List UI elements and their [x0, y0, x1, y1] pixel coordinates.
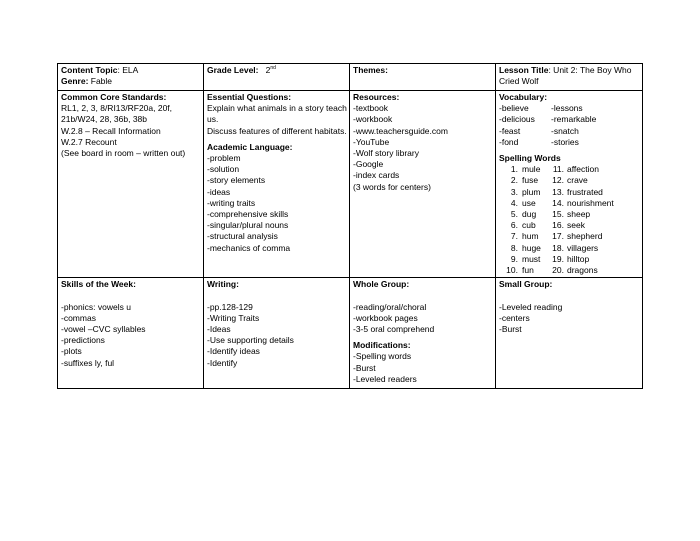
writing-item: -Identify ideas: [207, 346, 260, 357]
small-group-heading: Small Group:: [499, 279, 553, 290]
vocabulary-word: -remarkable: [551, 114, 597, 125]
skills-heading: Skills of the Week:: [61, 279, 136, 290]
header-row: [58, 64, 643, 91]
spelling-number: 11.: [552, 164, 564, 175]
vocabulary-row: [499, 103, 639, 114]
spelling-word: dragons: [567, 265, 598, 276]
spelling-word: crave: [567, 175, 588, 186]
modification-item: -Leveled readers: [353, 373, 417, 384]
essential-question-line: Explain what animals in a story teach: [207, 103, 347, 114]
spelling-word: huge: [522, 242, 541, 253]
academic-language-heading: Academic Language:: [207, 141, 293, 152]
standards-line: RL1, 2, 3, 8/RI13/RF20a, 20f,: [61, 103, 173, 114]
content-topic-label: Content Topic: [61, 65, 118, 75]
genre-label: Genre:: [61, 76, 89, 87]
spelling-number: 1.: [510, 164, 518, 175]
standards-cell: [58, 91, 204, 278]
spelling-word: hum: [522, 231, 539, 242]
standards-line: (See board in room – written out): [61, 148, 186, 159]
academic-language-item: -writing traits: [207, 197, 256, 208]
spelling-number: 10.: [506, 265, 518, 276]
spelling-word: cub: [522, 220, 536, 231]
spelling-word: mule: [522, 164, 541, 175]
spelling-word: fun: [522, 265, 534, 276]
vocabulary-heading: Vocabulary:: [499, 92, 548, 102]
skill-item: -plots: [61, 346, 82, 357]
writing-item: -Writing Traits: [207, 312, 260, 323]
lesson-title-label: Lesson Title: [499, 65, 549, 75]
main-row: [58, 91, 643, 278]
spelling-number: 15.: [552, 209, 564, 220]
essential-question-line: Discuss features of different habitats.: [207, 125, 347, 136]
vocabulary-list: [499, 103, 639, 148]
spelling-number: 5.: [510, 209, 518, 220]
spelling-word: villagers: [567, 242, 599, 253]
lesson-title-value-line-2: Cried Wolf: [499, 76, 539, 87]
spelling-number: 2.: [510, 175, 518, 186]
academic-language-item: -comprehensive skills: [207, 209, 289, 220]
themes-cell: [350, 64, 496, 91]
essential-questions-heading: Essential Questions:: [207, 92, 292, 102]
standards-line: W.2.8 – Recall Information: [61, 125, 161, 136]
skill-item: -phonics: vowels u: [61, 301, 131, 312]
standards-line: 21b/W24, 28, 36b, 38b: [61, 114, 148, 125]
academic-language-item: -mechanics of comma: [207, 242, 291, 253]
vocabulary-row: [499, 126, 639, 137]
spelling-number: 20.: [552, 265, 564, 276]
spelling-number: 17.: [552, 231, 564, 242]
spelling-word: seek: [567, 220, 585, 231]
small-group-item: -Burst: [499, 324, 522, 335]
spelling-number: 12.: [552, 175, 564, 186]
resources-cell: [350, 91, 496, 278]
vocabulary-word: -delicious: [499, 114, 535, 125]
content-topic-value: : ELA: [117, 65, 139, 75]
spelling-word: affection: [567, 164, 599, 175]
spelling-word: sheep: [567, 209, 591, 220]
spelling-number: 13.: [552, 186, 564, 197]
academic-language-item: -singular/plural nouns: [207, 220, 289, 231]
small-group-cell: [496, 278, 643, 389]
modification-item: -Spelling words: [353, 351, 412, 362]
skill-item: -commas: [61, 312, 96, 323]
spelling-word: use: [522, 197, 536, 208]
whole-group-heading: Whole Group:: [353, 279, 410, 290]
whole-group-item: -workbook pages: [353, 312, 418, 323]
resource-item: -www.teachersguide.com: [353, 125, 448, 136]
grade-level-cell: [204, 64, 350, 91]
spelling-number: 19.: [552, 253, 564, 264]
resource-item: (3 words for centers): [353, 181, 431, 192]
content-topic-cell: [58, 64, 204, 91]
writing-item: -Ideas: [207, 324, 231, 335]
grade-level-value: 2: [265, 65, 271, 75]
resource-item: -workbook: [353, 114, 393, 125]
whole-group-cell: [350, 278, 496, 389]
vocabulary-word: -fond: [499, 136, 519, 147]
skills-of-week-cell: [58, 278, 204, 389]
academic-language-item: -ideas: [207, 186, 231, 197]
spelling-row: [499, 231, 639, 242]
academic-language-item: -structural analysis: [207, 231, 278, 242]
standards-line: W.2.7 Recount: [61, 136, 117, 147]
writing-item: -Use supporting details: [207, 335, 294, 346]
skill-item: -suffixes ly, ful: [61, 357, 115, 368]
resource-item: -YouTube: [353, 136, 390, 147]
spelling-row: [499, 254, 639, 265]
spelling-number: 6.: [510, 220, 518, 231]
spelling-word: frustrated: [567, 186, 603, 197]
resource-item: -Google: [353, 159, 384, 170]
grade-level-label: Grade Level:: [207, 65, 259, 75]
vocabulary-word: -feast: [499, 125, 521, 136]
spelling-word: shepherd: [567, 231, 603, 242]
skills-row: [58, 278, 643, 389]
essential-question-line: us.: [207, 114, 219, 125]
spelling-number: 8.: [510, 242, 518, 253]
spelling-row: [499, 175, 639, 186]
spelling-row: [499, 187, 639, 198]
spelling-row: [499, 209, 639, 220]
spelling-word: nourishment: [567, 197, 614, 208]
spelling-word: dug: [522, 209, 537, 220]
academic-language-item: -problem: [207, 153, 241, 164]
spelling-number: 9.: [510, 253, 518, 264]
vocabulary-word: -lessons: [551, 103, 583, 114]
resource-item: -textbook: [353, 103, 388, 114]
spelling-word: fuse: [522, 175, 539, 186]
spelling-number: 16.: [552, 220, 564, 231]
themes-label: Themes:: [353, 65, 388, 75]
spelling-word: must: [522, 253, 541, 264]
vocabulary-word: -stories: [551, 136, 579, 147]
spelling-words-heading: Spelling Words: [499, 153, 561, 164]
modifications-heading: Modifications:: [353, 340, 411, 351]
writing-cell: [204, 278, 350, 389]
spelling-row: [499, 164, 639, 175]
skill-item: -predictions: [61, 335, 105, 346]
standards-heading: Common Core Standards:: [61, 92, 167, 102]
spelling-row: [499, 265, 639, 276]
vocabulary-row: [499, 114, 639, 125]
lesson-plan-table: [57, 63, 643, 389]
resource-item: -index cards: [353, 170, 400, 181]
spelling-row: [499, 198, 639, 209]
academic-language-item: -story elements: [207, 175, 266, 186]
vocabulary-word: -snatch: [551, 125, 579, 136]
grade-level-suffix: nd: [270, 65, 276, 72]
academic-language-item: -solution: [207, 164, 240, 175]
lesson-title-cell: [496, 64, 643, 91]
vocabulary-word: -believe: [499, 103, 529, 114]
spelling-row: [499, 243, 639, 254]
spelling-word: plum: [522, 186, 541, 197]
genre-value: Fable: [88, 76, 113, 87]
whole-group-item: -reading/oral/choral: [353, 301, 427, 312]
resource-item: -Wolf story library: [353, 148, 419, 159]
whole-group-item: -3-5 oral comprehend: [353, 324, 435, 335]
spelling-word: hilltop: [567, 253, 590, 264]
spelling-number: 7.: [510, 231, 518, 242]
vocabulary-cell: [496, 91, 643, 278]
spelling-number: 3.: [510, 186, 518, 197]
writing-item: -pp.128-129: [207, 301, 253, 312]
modification-item: -Burst: [353, 362, 376, 373]
writing-heading: Writing:: [207, 279, 239, 290]
spelling-number: 4.: [510, 197, 518, 208]
lesson-title-value: : Unit 2: The Boy Who: [548, 65, 632, 75]
spelling-number: 14.: [552, 197, 564, 208]
resources-heading: Resources:: [353, 92, 400, 102]
spelling-row: [499, 220, 639, 231]
skill-item: -vowel –CVC syllables: [61, 324, 146, 335]
spelling-number: 18.: [552, 242, 564, 253]
small-group-item: -centers: [499, 312, 530, 323]
vocabulary-row: [499, 137, 639, 148]
essential-questions-cell: [204, 91, 350, 278]
small-group-item: -Leveled reading: [499, 301, 563, 312]
writing-item: -Identify: [207, 357, 238, 368]
